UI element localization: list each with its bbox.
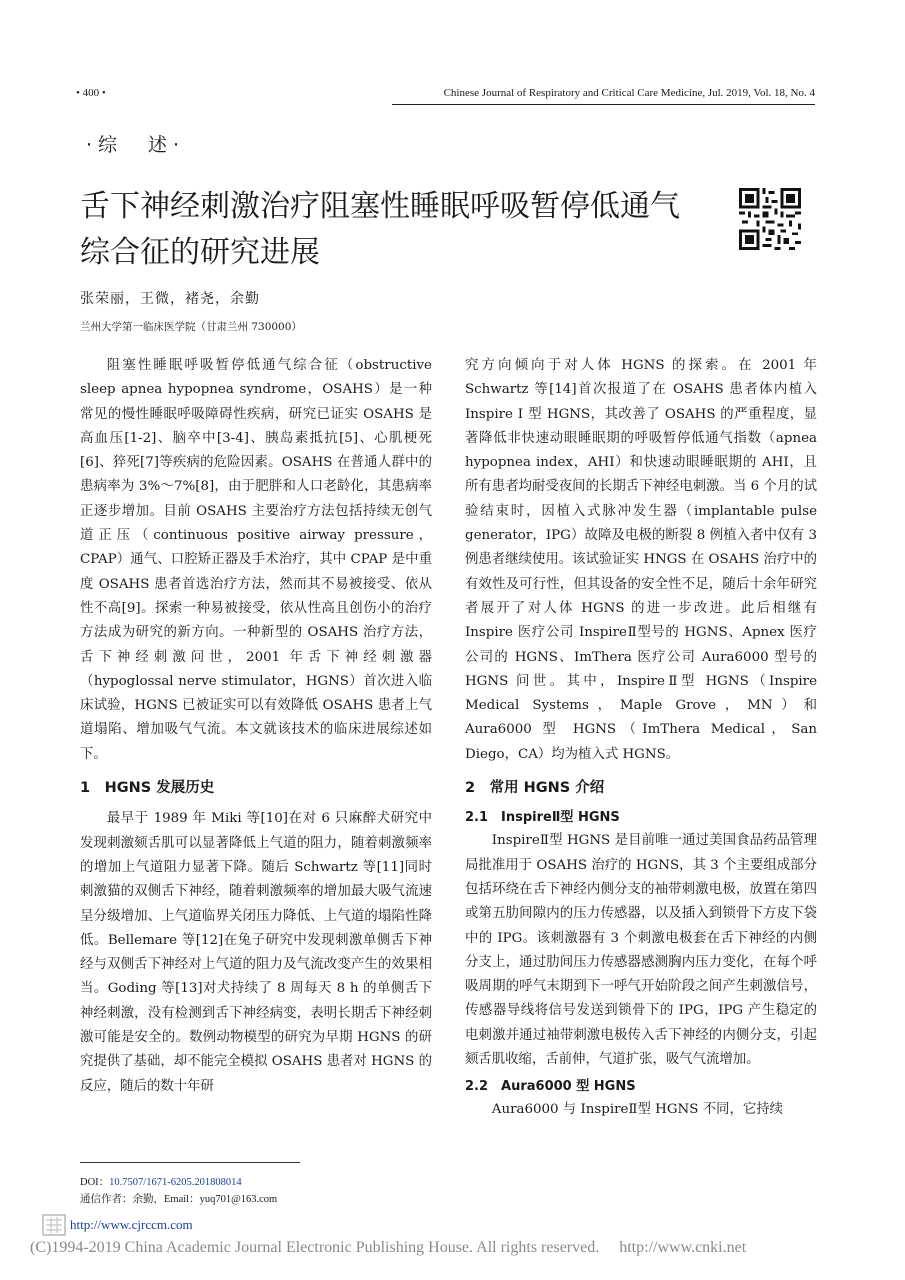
- header-rule: [392, 104, 815, 105]
- qr-code-icon: [739, 188, 801, 250]
- watermark-url[interactable]: http://www.cjrccm.com: [70, 1217, 193, 1232]
- section-1-paragraph: 最早于 1989 年 Miki 等[10]在对 6 只麻醉犬研究中发现刺激颏舌肌可以显著降低上气道的阻力，随着刺激频率的增加上气道阻力显著下降。随后 Schwartz 等[11]同时刺激猫的双侧舌下神经，随着刺激频率的增加最大吸气流速呈分级增加、上气道临界关闭压力降低、上气道的塌陷性降低。Bellemare 等[12]在兔子研究中发现刺激单侧舌下神经与双侧舌下神经对上气道的阻力及气流改变产生的效果相当。Goding 等[13]对犬持续了 8 周每天 8 h 的单侧舌下神经刺激，没有检测到舌下神经病变，表明长期舌下神经刺激可能是安全的。数例动物模型的研究为早期 HGNS 的研究提供了基础，却不能完全模拟 OSAHS 患者对 HGNS 的反应，随后的数十年研: [80, 811, 432, 1094]
- article-title: 舌下神经刺激治疗阻塞性睡眠呼吸暂停低通气综合征的研究进展: [80, 189, 680, 270]
- affiliation: 兰州大学第一临床医学院（甘肃兰州 730000）: [80, 321, 302, 333]
- section-1-heading: 1 HGNS 发展历史: [80, 780, 215, 797]
- copyright-line: (C)1994-2019 China Academic Journal Electronic Publishing House. All rights reserved. http://www.cnki.net: [30, 1239, 747, 1256]
- authors: 张荣丽，王微，褚尧，余勤: [80, 291, 260, 307]
- correspondence-line: 通信作者：余勤，Email：yuq701@163.com: [80, 1194, 278, 1205]
- doi-line: [80, 1174, 242, 1189]
- section-2-1-heading: 2.1 InspireⅡ型 HGNS: [465, 810, 620, 826]
- continued-paragraph: 究方向倾向于对人体 HGNS 的探索。在 2001 年 Schwartz 等[14]首次报道了在 OSAHS 患者体内植入 Inspire Ⅰ 型 HGNS，其改善了 OSAHS 的严重程度，显著降低非快速动眼睡眠期的呼吸暂停低通气指数（apnea hypopnea index，AHI）和快速动眼睡眠期的 AHI，且所有患者均耐受夜间的长期舌下神经电刺激。当 6 个月的试验结束时，因植入式脉冲发生器（implantable pulse generator，IPG）故障及电极的断裂 8 例植入者中仅有 3 例患者继续使用。该试验证实 HNGS 在 OSAHS 治疗中的有效性及可行性，但其设备的安全性不足，随后十余年研究者展开了对人体 HGNS 的进一步改进。此后相继有 Inspire 医疗公司 InspireⅡ型号的 HGNS、Apnex 医疗公司的 HGNS、ImThera 医疗公司 Aura6000 型号的 HGNS 问世。其中，InspireⅡ型 HGNS（Inspire Medical Systems，Maple Grove，MN）和 Aura6000 型 HGNS（ImThera Medical，San Diego，CA）均为植入式 HGNS。: [465, 358, 817, 762]
- section-2-1-paragraph: InspireⅡ型 HGNS 是目前唯一通过美国食品药品管理局批准用于 OSAHS 治疗的 HGNS，其 3 个主要组成部分包括环绕在舌下神经内侧分支的袖带刺激电极，放置在第四或第五肋间隙内的压力传感器，以及插入到锁骨下方皮下袋中的 IPG。该刺激器有 3 个刺激电极套在舌下神经的内侧分支上，通过肋间压力传感器感测胸内压力变化，在每个呼吸周期的呼气末期到下一呼气开始阶段之间产生刺激信号，传感器导线将信号发送到锁骨下的 IPG，IPG 产生稳定的电刺激并通过袖带刺激电极传入舌下神经的内侧分支，引起颏舌肌收缩，舌前伸，气道扩张，吸气气流增加。: [465, 833, 817, 1068]
- section-label: ·综 述·: [86, 134, 186, 156]
- doi-label: DOI：: [80, 1177, 110, 1188]
- footnote-rule: [80, 1162, 300, 1163]
- right-column: [465, 354, 817, 1123]
- journal-running-header: Chinese Journal of Respiratory and Critical Care Medicine, Jul. 2019, Vol. 18, No. 4: [443, 87, 815, 99]
- section-2-heading: 2 常用 HGNS 介绍: [465, 780, 605, 797]
- intro-paragraph: 阻塞性睡眠呼吸暂停低通气综合征（obstructive sleep apnea hypopnea syndrome，OSAHS）是一种常见的慢性睡眠呼吸障碍性疾病，研究已证实 OSAHS 是高血压[1-2]、脑卒中[3-4]、胰岛素抵抗[5]、心肌梗死[6]、猝死[7]等疾病的危险因素。OSAHS 在普通人群中的患病率为 3%～7%[8]，由于肥胖和人口老龄化，其患病率正逐步增加。目前 OSAHS 主要治疗方法包括持续无创气道正压（continuous positive airway pressure，CPAP）通气、口腔矫正器及手术治疗，其中 CPAP 是中重度 OSAHS 患者首选治疗方法，然而其不易被接受、依从性不高[9]。探索一种易被接受，依从性高且创伤小的治疗方法成为研究的新方向。一种新型的 OSAHS 治疗方法，舌下神经刺激问世，2001 年舌下神经刺激器（hypoglossal nerve stimulator，HGNS）首次进入临床试验，HGNS 已被证实可以有效降低 OSAHS 患者上气道塌陷、增加吸气气流。本文就该技术的临床进展综述如下。: [80, 358, 432, 762]
- page-number: • 400 •: [76, 87, 106, 99]
- left-column: [80, 354, 432, 1099]
- section-2-2-heading: 2.2 Aura6000 型 HGNS: [465, 1079, 636, 1095]
- section-2-2-paragraph: Aura6000 与 InspireⅡ型 HGNS 不同，它持续: [491, 1102, 784, 1118]
- doi-link[interactable]: 10.7507/1671-6205.201808014: [109, 1177, 242, 1188]
